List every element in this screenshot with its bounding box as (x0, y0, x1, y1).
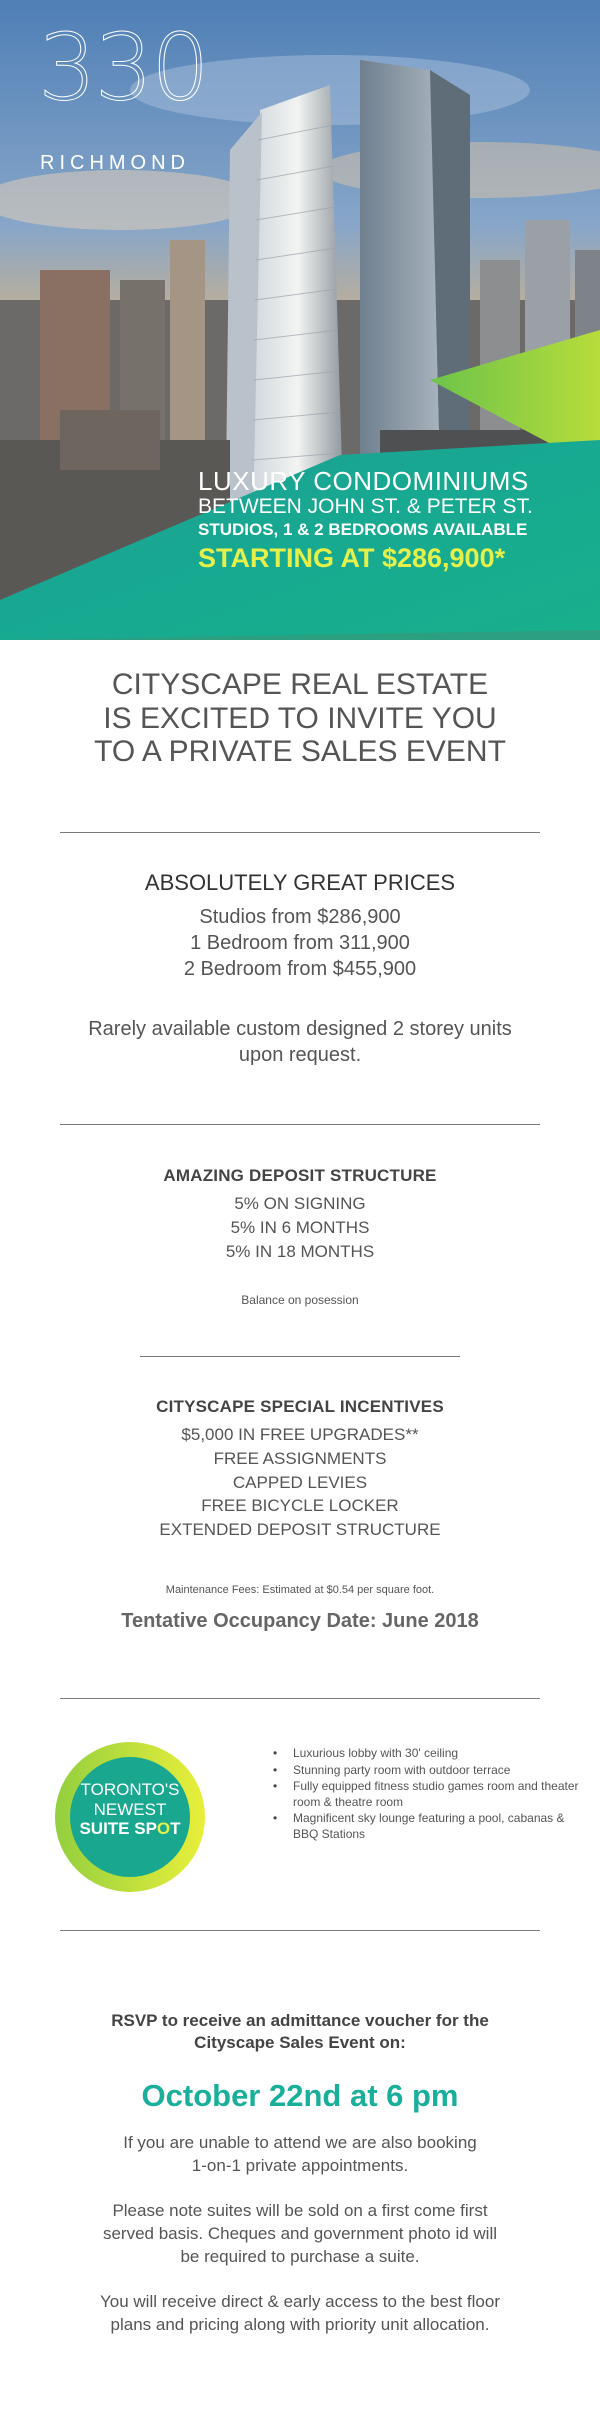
incentives-section (0, 1397, 600, 1633)
feature-item: • Luxurious lobby with 30' ceiling (273, 1746, 583, 1762)
price-studio: Studios from $286,900 (199, 906, 401, 928)
deposit-heading: AMAZING DEPOSIT STRUCTURE (163, 1166, 437, 1185)
prices-heading: ABSOLUTELY GREAT PRICES (144, 870, 456, 895)
suite-spot-line-2: NEWEST (93, 1799, 167, 1819)
rsvp-line-1: RSVP to receive an admittance voucher for the (111, 2011, 489, 2030)
feature-item: • Stunning party room with outdoor terrace (273, 1763, 583, 1779)
early-access-line-1: You will receive direct & early access to the best floor (99, 2291, 500, 2311)
prices-section (0, 870, 600, 1068)
suite-spot-word: SUITE SP (79, 1819, 157, 1839)
first-come-line-3: be required to purchase a suite. (180, 2246, 420, 2266)
occupancy-date: Tentative Occupancy Date: June 2018 (121, 1609, 479, 1632)
intro-line-2: IS EXCITED TO INVITE YOU (103, 701, 497, 735)
feature-item: • Magnificent sky lounge featuring a pool, cabanas & BBQ Stations (273, 1811, 583, 1842)
features-list (273, 1746, 583, 1844)
incentive-item: FREE ASSIGNMENTS (213, 1448, 387, 1468)
logo-name: RICHMOND (40, 152, 190, 174)
first-come-note (0, 2200, 600, 2269)
appointments-line-1: If you are unable to attend we are also booking (123, 2133, 477, 2153)
first-come-line-2: served basis. Cheques and government photo id will (102, 2224, 498, 2243)
intro-line-3: TO A PRIVATE SALES EVENT (94, 735, 506, 769)
divider (60, 1930, 540, 1931)
intro-line-1: CITYSCAPE REAL ESTATE (111, 668, 489, 701)
divider (60, 1698, 540, 1699)
deposit-item: 5% IN 18 MONTHS (225, 1241, 375, 1261)
intro-heading (0, 668, 600, 769)
deposit-section (0, 1166, 600, 1307)
suite-spot-word-end: T (170, 1819, 181, 1839)
balance-note: Balance on posession (241, 1293, 359, 1308)
deposit-item: 5% ON SIGNING (234, 1194, 366, 1213)
first-come-line-1: Please note suites will be sold on a first come first (112, 2201, 488, 2221)
banner-location: BETWEEN JOHN ST. & PETER ST. (198, 495, 533, 519)
suite-spot-line-1: TORONTO'S (80, 1780, 180, 1799)
incentive-item: FREE BICYCLE LOCKER (201, 1496, 399, 1516)
suite-spot-accent-letter: O (156, 1819, 171, 1839)
custom-units-note-line-1: Rarely available custom designed 2 storey units (88, 1018, 512, 1040)
rsvp-section (0, 2010, 600, 2337)
incentives-heading: CITYSCAPE SPECIAL INCENTIVES (156, 1397, 444, 1416)
banner-text (198, 468, 578, 574)
incentive-item: EXTENDED DEPOSIT STRUCTURE (159, 1520, 441, 1540)
price-2-bedroom: 2 Bedroom from $455,900 (183, 958, 417, 980)
appointments-line-2: 1-on-1 private appointments. (191, 2156, 409, 2176)
hero-banner (0, 0, 600, 640)
event-date: October 22nd at 6 pm (141, 2078, 459, 2114)
rsvp-line-2: Cityscape Sales Event on: (194, 2033, 406, 2053)
early-access-note (0, 2291, 600, 2337)
banner-price: STARTING AT $286,900* (198, 542, 506, 573)
suite-spot-badge (55, 1742, 205, 1892)
banner-headline: LUXURY CONDOMINIUMS (198, 466, 529, 496)
suite-spot-text (55, 1780, 205, 1839)
logo-number: 330 (38, 14, 208, 121)
divider (60, 1124, 540, 1125)
deposit-item: 5% IN 6 MONTHS (230, 1217, 370, 1237)
banner-units: STUDIOS, 1 & 2 BEDROOMS AVAILABLE (198, 520, 528, 540)
incentive-item: CAPPED LEVIES (232, 1472, 368, 1492)
price-1-bedroom: 1 Bedroom from 311,900 (190, 932, 410, 954)
incentive-item: $5,000 IN FREE UPGRADES** (181, 1425, 419, 1444)
divider (140, 1356, 460, 1357)
appointments-note (0, 2132, 600, 2178)
early-access-line-2: plans and pricing along with priority unit allocation. (110, 2314, 490, 2334)
divider (60, 832, 540, 833)
feature-item: • Fully equipped fitness studio games room and theater room & theatre room (273, 1779, 583, 1810)
maintenance-fees-note: Maintenance Fees: Estimated at $0.54 per square foot. (165, 1583, 435, 1596)
suite-spot-line-3 (55, 1819, 205, 1839)
custom-units-note-line-2: upon request. (238, 1044, 362, 1066)
